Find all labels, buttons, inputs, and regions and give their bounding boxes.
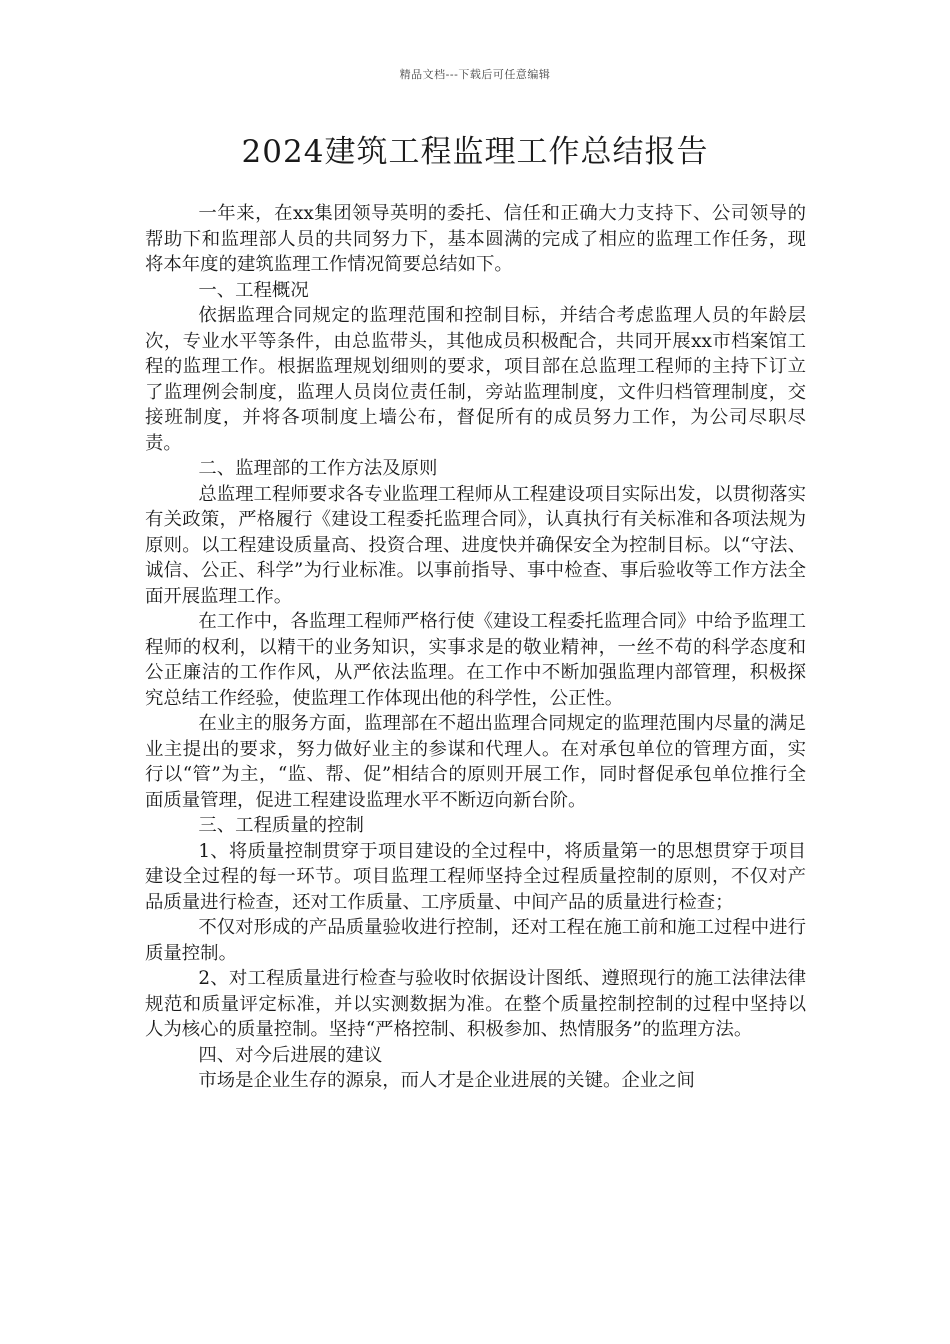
- paragraph-quality-2: 2、对工程质量进行检查与验收时依据设计图纸、遵照现行的施工法律法律规范和质量评定标准，并以实测数据为准。在整个质量控制控制的过程中坚持以人为核心的质量控制。坚持“严格控制、积极参加、热情服务”的监理方法。: [145, 968, 806, 1040]
- paragraph-work: 在工作中，各监理工程师严格行使《建设工程委托监理合同》中给予监理工程师的权利，以精干的业务知识，实事求是的敬业精神，一丝不苟的科学态度和公正廉洁的工作作风，从严依法监理。在工作中不断加强监理内部管理，积极探究总结工作经验，使监理工作体现出他的科学性，公正性。: [145, 611, 806, 709]
- paragraph-suggestions: 市场是企业生存的源泉，而人才是企业进展的关键。企业之间: [198, 1070, 695, 1091]
- header-note: 精品文档---下载后可任意编辑: [399, 68, 551, 81]
- section-heading-1: 一、工程概况: [198, 279, 309, 301]
- paragraph-quality-1-cont: 不仅对形成的产品质量验收进行控制，还对工程在施工前和施工过程中进行质量控制。: [145, 917, 806, 964]
- paragraph-methods: 总监理工程师要求各专业监理工程师从工程建设项目实际出发，以贯彻落实有关政策，严格履行《建设工程委托监理合同》，认真执行有关标准和各项法规为原则。以工程建设质量高、投资合理、进度快并确保安全为控制目标。以“守法、诚信、公正、科学”为行业标准。以事前指导、事中检查、事后验收等工作方法全面开展监理工作。: [145, 483, 806, 607]
- document-body: [145, 201, 806, 1094]
- section-heading-3: 三、工程质量的控制: [198, 815, 364, 836]
- paragraph-quality-1: 1、将质量控制贯穿于项目建设的全过程中，将质量第一的思想贯穿于项目建设全过程的每一环节。项目监理工程师坚持全过程质量控制的原则，不仅对产品质量进行检查，还对工作质量、工序质量、中间产品的质量进行检查；: [145, 840, 806, 913]
- paragraph-service: 在业主的服务方面，监理部在不超出监理合同规定的监理范围内尽量的满足业主提出的要求，努力做好业主的参谋和代理人。在对承包单位的管理方面，实行以“管”为主，“监、帮、促”相结合的原则开展工作，同时督促承包单位推行全面质量管理，促进工程建设监理水平不断迈向新台阶。: [145, 713, 806, 811]
- section-heading-4: 四、对今后进展的建议: [198, 1044, 383, 1066]
- paragraph-intro: 一年来，在xx集团领导英明的委托、信任和正确大力支持下、公司领导的帮助下和监理部人员的共同努力下，基本圆满的完成了相应的监理工作任务，现将本年度的建筑监理工作情况简要总结如下。: [145, 203, 806, 275]
- paragraph-overview: 依据监理合同规定的监理范围和控制目标，并结合考虑监理人员的年龄层次，专业水平等条件，由总监带头，其他成员积极配合，共同开展xx市档案馆工程的监理工作。根据监理规划细则的要求，项目部在总监理工程师的主持下订立了监理例会制度，监理人员岗位责任制，旁站监理制度，文件归档管理制度，交接班制度，并将各项制度上墙公布，督促所有的成员努力工作，为公司尽职尽责。: [145, 305, 806, 454]
- section-heading-2: 二、监理部的工作方法及原则: [198, 458, 438, 479]
- document-title: 2024建筑工程监理工作总结报告: [241, 134, 709, 170]
